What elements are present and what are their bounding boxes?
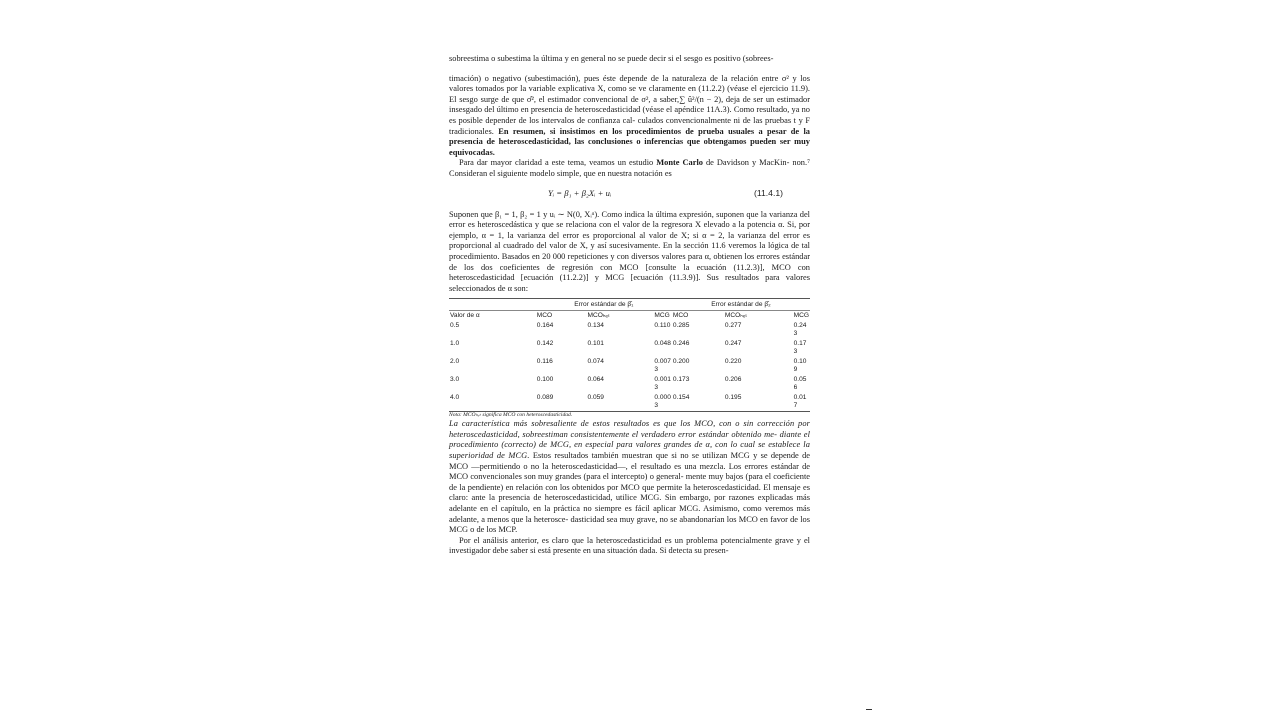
cell-alpha: 1.0 — [450, 340, 460, 348]
cell-alpha: 0.5 — [450, 322, 460, 330]
montecarlo-term: Monte Carlo — [656, 158, 703, 168]
cell-b2-mcg: 0.017 — [793, 394, 807, 410]
cell-b1-mco: 0.142 — [536, 340, 554, 348]
cell-b2-mcg: 0.109 — [793, 358, 807, 374]
cell-b2-mcoh: 0.277 — [724, 322, 742, 330]
cell-b2-mcg: 0.173 — [793, 340, 807, 356]
cell-b1-mcg: 0.0013 — [654, 376, 671, 392]
cell-b1-mcoh: 0.074 — [587, 358, 604, 366]
cell-b2-mco: 0.154 — [672, 394, 690, 402]
table-col-b1-mco: MCO — [536, 311, 587, 322]
equation-block — [449, 188, 810, 200]
paragraph-assumptions: Suponen que β₁ = 1, β₂ = 1 y uᵢ ∼ N(0, Xᵢᵅ). Como indica la última expresión, suponen que la varianza del error es heteroscedástica y que se relaciona con el valor de la regresora X elevado a la potencia α. Si, por ejemplo, α = 1, la varianza del error es proporcional al valor de X; si α = 2, la varianza del error es proporcional al cuadrado del valor de X, y así sucesivamente. En la sección 11.6 veremos la lógica de tal procedimiento. Basados en 20 000 repeticiones y con diversos valores para α, obtienen los errores estándar de los dos coeficientes de regresión con MCO [consulte la ecuación (11.2.3)], MCO con heteroscedasticidad [ecuación (11.2.2)] y MCG [ecuación (11.3.9)]. Sus resultados para valores seleccionados de α son: — [449, 209, 810, 293]
table-row — [449, 375, 810, 393]
cell-b1-mcoh: 0.064 — [587, 376, 604, 384]
table-group-b2: Error estándar de β̂₂ — [711, 301, 771, 309]
cell-b2-mco: 0.200 — [672, 358, 690, 366]
results-table — [449, 298, 810, 412]
paragraph-bias-summary: En resumen, si insistimos en los procedimientos de prueba usuales a pesar de la presencia de heteroscedasticidad, las conclusiones o inferencias que obtengamos pueden ser muy equivocadas. — [449, 126, 810, 157]
cell-alpha: 3.0 — [450, 376, 460, 384]
cell-b2-mcg: 0.243 — [793, 322, 807, 338]
cell-b1-mco: 0.089 — [536, 394, 554, 402]
paragraph-conclusion-italic: La característica más sobresaliente de estos resultados es que los MCO, con o sin corrección por heteroscedasticidad, sobreestiman consistentemente el verdadero error estándar obtenido me- diante el procedimiento (correcto) de MCG, en especial para valores grandes de α, con lo cual se establece la superioridad de MCG. — [449, 419, 810, 461]
cell-b1-mcg: 0.110 — [654, 322, 671, 330]
cell-b2-mco: 0.285 — [672, 322, 690, 330]
document-page — [449, 54, 810, 557]
page-mark — [866, 709, 872, 710]
equation-number: (11.4.1) — [754, 187, 783, 198]
paragraph-montecarlo-start: Para dar mayor claridad a este tema, veamos un estudio — [459, 158, 657, 168]
table-header-blank — [449, 299, 536, 311]
table-note: Nota: MCOₕₑₜ significa MCO con heteroscedasticidad. — [449, 412, 573, 419]
cell-b2-mcoh: 0.206 — [724, 376, 742, 384]
cell-b2-mcoh: 0.247 — [724, 340, 742, 348]
paragraph-conclusion-text: Estos resultados también muestran que si no se utilizan MCG y se depende de MCO —permitiendo o no la heteroscedasticidad—, el resultado es una mezcla. Los errores estándar de MCO convencionales son muy grandes (para el intercepto) o general- mente muy bajos (para el coeficiente de la pendiente) en relación con los obtenidos por MCO que permite la heteroscedasticidad. El mensaje es claro: ante la presencia de heteroscedasticidad, utilice MCG. Sin embargo, por razones explicadas más adelante en el capítulo, en la práctica no siempre es fácil aplicar MCG. Asimismo, como veremos más adelante, a menos que la heterosce- dasticidad sea muy grave, no se abandonarían los MCO en favor de los MCG o de los MCP. — [449, 451, 810, 535]
table-row — [449, 357, 810, 375]
table-group-b1: Error estándar de β̂₁ — [574, 301, 634, 309]
equation-formula: Yᵢ = β₁ + β₂Xᵢ + uᵢ — [548, 187, 612, 198]
cell-b1-mcg: 0.0003 — [654, 394, 671, 410]
table-row — [449, 339, 810, 357]
table-col-b1-mcg: MCG — [653, 311, 672, 322]
table-col-b2-mcg: MCG — [793, 312, 809, 320]
cell-b1-mcg: 0.048 — [654, 340, 671, 348]
table-row — [449, 321, 810, 339]
cell-alpha: 4.0 — [450, 394, 460, 402]
cell-b2-mcoh: 0.220 — [724, 358, 742, 366]
cell-b2-mco: 0.173 — [672, 376, 690, 384]
cell-b1-mcoh: 0.134 — [587, 322, 604, 330]
paragraph-conclusion — [449, 419, 810, 536]
paragraph-bias — [449, 74, 810, 159]
cell-b2-mco: 0.246 — [672, 340, 690, 348]
table-col-alpha: Valor de α — [449, 311, 536, 322]
cell-b1-mcoh: 0.059 — [587, 394, 604, 402]
cell-b1-mco: 0.100 — [536, 376, 554, 384]
table-col-b2-mcoh: MCOₕₑₜ — [724, 311, 793, 322]
table-row — [449, 393, 810, 412]
cell-b2-mcg: 0.056 — [793, 376, 807, 392]
cell-b2-mcoh: 0.195 — [724, 394, 742, 402]
table-col-b2-mco: MCO — [672, 311, 724, 322]
cell-alpha: 2.0 — [450, 358, 460, 366]
paragraph-montecarlo-end: de Davidson y MacKin- non.⁷ Consideran el siguiente modelo simple, que en nuestra notación es — [449, 158, 810, 178]
cell-b1-mco: 0.164 — [536, 322, 554, 330]
cell-b1-mcoh: 0.101 — [587, 340, 604, 348]
paragraph-bias-text: timación) o negativo (subestimación), pues éste depende de la naturaleza de la relación entre σ² y los valores tomados por la variable explicativa X, como se ve claramente en (11.2.2) (véase el ejercicio 11.9). El sesgo surge de que σ̂², el estimador convencional de σ², a saber,∑ û²/(n − 2), deja de ser un estimador insesgado del último en presencia de heteroscedasticidad (véase el apéndice 11A.3). Como resultado, ya no es posible depender de los intervalos de confianza cal- culados convencionalmente ni de las pruebas t y F tradicionales. — [449, 73, 810, 136]
table-col-b1-mcoh: MCOₕₑₜ — [586, 311, 653, 322]
cell-b1-mco: 0.116 — [536, 358, 553, 366]
paragraph-intro: sobreestima o subestima la última y en general no se puede decir si el sesgo es positivo (sobrees- — [449, 54, 774, 63]
cell-b1-mcg: 0.0073 — [654, 358, 671, 374]
paragraph-final: Por el análisis anterior, es claro que la heteroscedasticidad es un problema potencialmente grave y el investigador debe saber si está presente en una situación dada. Si detecta su presen- — [449, 535, 810, 556]
paragraph-montecarlo — [449, 158, 810, 179]
